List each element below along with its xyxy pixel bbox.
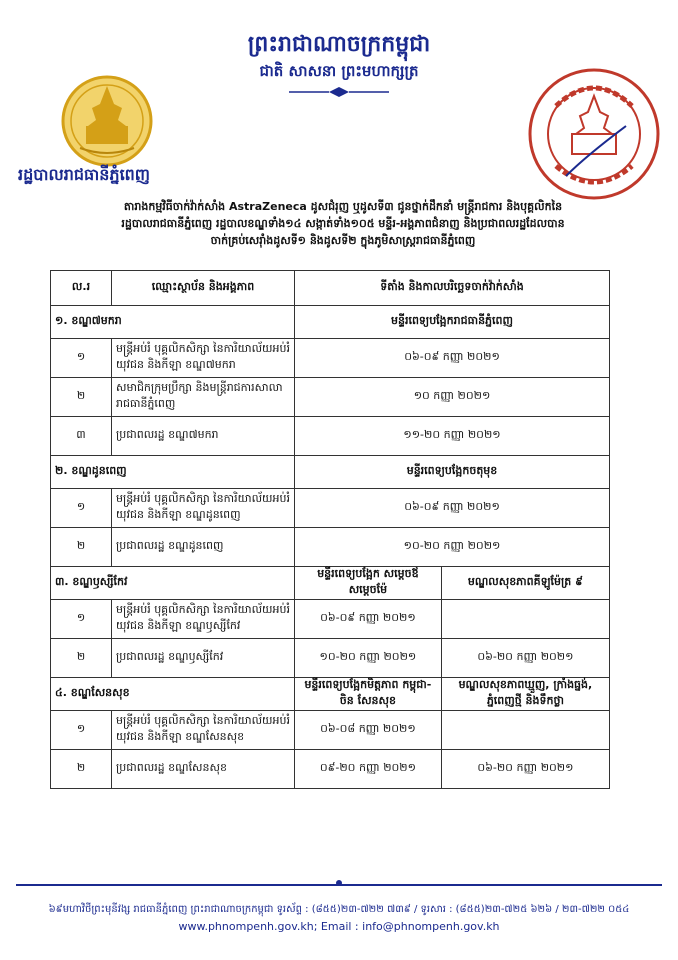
row-name: មន្ត្រីអប់រំ បុគ្គលិកសិក្សា នៃការិយាល័យអប់រំ យុវជន និងកីឡា ខណ្ឌ៧មករា xyxy=(112,339,295,378)
table-row xyxy=(51,417,610,456)
section-title: ១. ខណ្ឌ៧មករា xyxy=(51,306,295,339)
row-number: ២ xyxy=(51,528,112,567)
notice-heading xyxy=(58,198,628,249)
section-row xyxy=(51,567,610,600)
row-number: ២ xyxy=(51,378,112,417)
col-header-no: ល.រ xyxy=(51,271,112,306)
phnom-penh-emblem-icon xyxy=(60,74,154,168)
row-name: មន្ត្រីអប់រំ បុគ្គលិកសិក្សា នៃការិយាល័យអប់រំ យុវជន និងកីឡា ខណ្ឌដូនពេញ xyxy=(112,489,295,528)
row-name: ប្រជាពលរដ្ឋ ខណ្ឌដូនពេញ xyxy=(112,528,295,567)
section-title: ៣. ខណ្ឌឫស្សីកែវ xyxy=(51,567,295,600)
col-header-location: ទីតាំង និងកាលបរិច្ឆេទចាក់វ៉ាក់សាំង xyxy=(295,271,610,306)
row-date-b: ០៦-២០ កញ្ញា ២០២១ xyxy=(441,750,609,789)
row-number: ១ xyxy=(51,339,112,378)
row-date: ១១-២០ កញ្ញា ២០២១ xyxy=(295,417,610,456)
table-row xyxy=(51,378,610,417)
section-location-a: មន្ទីរពេទ្យបង្អែកមិត្តភាព កម្ពុជា-ចិន សែនសុខ xyxy=(295,678,442,711)
row-date-b xyxy=(441,711,609,750)
official-seal-stamp-icon xyxy=(526,66,662,202)
notice-line: ចាក់គ្រប់សេរ៉ាំងដូសទី១ និងដូសទី២ ក្នុងភូមិសាស្ត្ររាជធានីភ្នំពេញ xyxy=(210,234,476,247)
footer-contact[interactable]: www.phnompenh.gov.kh; Email : info@phnompenh.gov.kh xyxy=(178,920,500,933)
kingdom-title: ព្រះរាជាណាចក្រកម្ពុជា xyxy=(247,31,431,57)
table-row xyxy=(51,339,610,378)
row-date: ០៦-០៩ កញ្ញា ២០២១ xyxy=(295,339,610,378)
section-location: មន្ទីរពេទ្យបង្អែកចតុមុខ xyxy=(295,456,610,489)
row-name: មន្ត្រីអប់រំ បុគ្គលិកសិក្សា នៃការិយាល័យអប់រំ យុវជន និងកីឡា ខណ្ឌសែនសុខ xyxy=(112,711,295,750)
section-location: មន្ទីរពេទ្យបង្អែករាជធានីភ្នំពេញ xyxy=(295,306,610,339)
row-date-b: ០៦-២០ កញ្ញា ២០២១ xyxy=(441,639,609,678)
table-row xyxy=(51,528,610,567)
notice-line: តារាងកម្មវិធីចាក់វ៉ាក់សាំង AstraZeneca ដូសជំរុញ ឬដូសទី៣ ជូនថ្នាក់ដឹកនាំ មន្ត្រីរាជការ និងបុគ្គលិកនៃ xyxy=(123,200,563,213)
row-date-a: ០៦-០៩ កញ្ញា ២០២១ xyxy=(295,600,442,639)
row-name: មន្ត្រីអប់រំ បុគ្គលិកសិក្សា នៃការិយាល័យអប់រំ យុវជន និងកីឡា ខណ្ឌឫស្សីកែវ xyxy=(112,600,295,639)
table-row xyxy=(51,639,610,678)
row-date: ១០ កញ្ញា ២០២១ xyxy=(295,378,610,417)
row-name: ប្រជាពលរដ្ឋ ខណ្ឌសែនសុខ xyxy=(112,750,295,789)
footer-address: ៦៩មហាវិថីព្រះមុនីវង្ស រាជធានីភ្នំពេញ ព្រះរាជាណាចក្រកម្ពុជា ទូរស័ព្ទ : (៨៥៥)២៣-៧២២ ៧៣៩ / ទូរសារ : (៨៥៥)២៣-៧២៥ ៦២៦ / ២៣-៧២២ ០៥៤ xyxy=(48,904,630,915)
ornament-divider-icon xyxy=(289,86,389,98)
footer-divider xyxy=(16,884,662,886)
row-date-a: ០៦-០៨ កញ្ញា ២០២១ xyxy=(295,711,442,750)
row-number: ២ xyxy=(51,639,112,678)
table-row xyxy=(51,711,610,750)
section-row xyxy=(51,456,610,489)
row-name: សមាជិកក្រុមប្រឹក្សា និងមន្ត្រីរាជការសាលារាជធានីភ្នំពេញ xyxy=(112,378,295,417)
office-name: រដ្ឋបាលរាជធានីភ្នំពេញ xyxy=(18,165,151,184)
row-date-a: ០៩-២០ កញ្ញា ២០២១ xyxy=(295,750,442,789)
row-number: ១ xyxy=(51,600,112,639)
table-row xyxy=(51,750,610,789)
row-date: ០៦-០៩ កញ្ញា ២០២១ xyxy=(295,489,610,528)
row-date-b xyxy=(441,600,609,639)
national-motto: ជាតិ សាសនា ព្រះមហាក្សត្រ xyxy=(259,62,419,80)
section-location-b: មណ្ឌលសុខភាពឃ្មួញ, ក្រាំងធ្នង់, ភ្នំពេញថ្មី និងទឹកថ្លា xyxy=(441,678,609,711)
col-header-name: ឈ្មោះស្ថាប័ន និងអង្គភាព xyxy=(112,271,295,306)
section-title: ៤. ខណ្ឌសែនសុខ xyxy=(51,678,295,711)
section-title: ២. ខណ្ឌដូនពេញ xyxy=(51,456,295,489)
row-number: ១ xyxy=(51,711,112,750)
row-name: ប្រជាពលរដ្ឋ ខណ្ឌឫស្សីកែវ xyxy=(112,639,295,678)
section-location-b: មណ្ឌលសុខភាពគីឡូម៉ែត្រ ៩ xyxy=(441,567,609,600)
table-header-row xyxy=(51,271,610,306)
row-name: ប្រជាពលរដ្ឋ ខណ្ឌ៧មករា xyxy=(112,417,295,456)
vaccination-schedule-table xyxy=(50,270,610,789)
row-date-a: ១០-២០ កញ្ញា ២០២១ xyxy=(295,639,442,678)
row-number: ៣ xyxy=(51,417,112,456)
row-number: ១ xyxy=(51,489,112,528)
notice-line: រដ្ឋបាលរាជធានីភ្នំពេញ រដ្ឋបាលខណ្ឌទាំង១៤ សង្កាត់ទាំង១០៥ មន្ទីរ-អង្គភាពជំនាញ និងប្រជាពលរដ្ឋដែលបាន xyxy=(121,217,565,230)
row-date: ១០-២០ កញ្ញា ២០២១ xyxy=(295,528,610,567)
section-row xyxy=(51,306,610,339)
table-row xyxy=(51,489,610,528)
row-number: ២ xyxy=(51,750,112,789)
section-row xyxy=(51,678,610,711)
section-location-a: មន្ទីរពេទ្យបង្អែក សម្ដេចឪ សម្ដេចម៉ែ xyxy=(295,567,442,600)
table-row xyxy=(51,600,610,639)
